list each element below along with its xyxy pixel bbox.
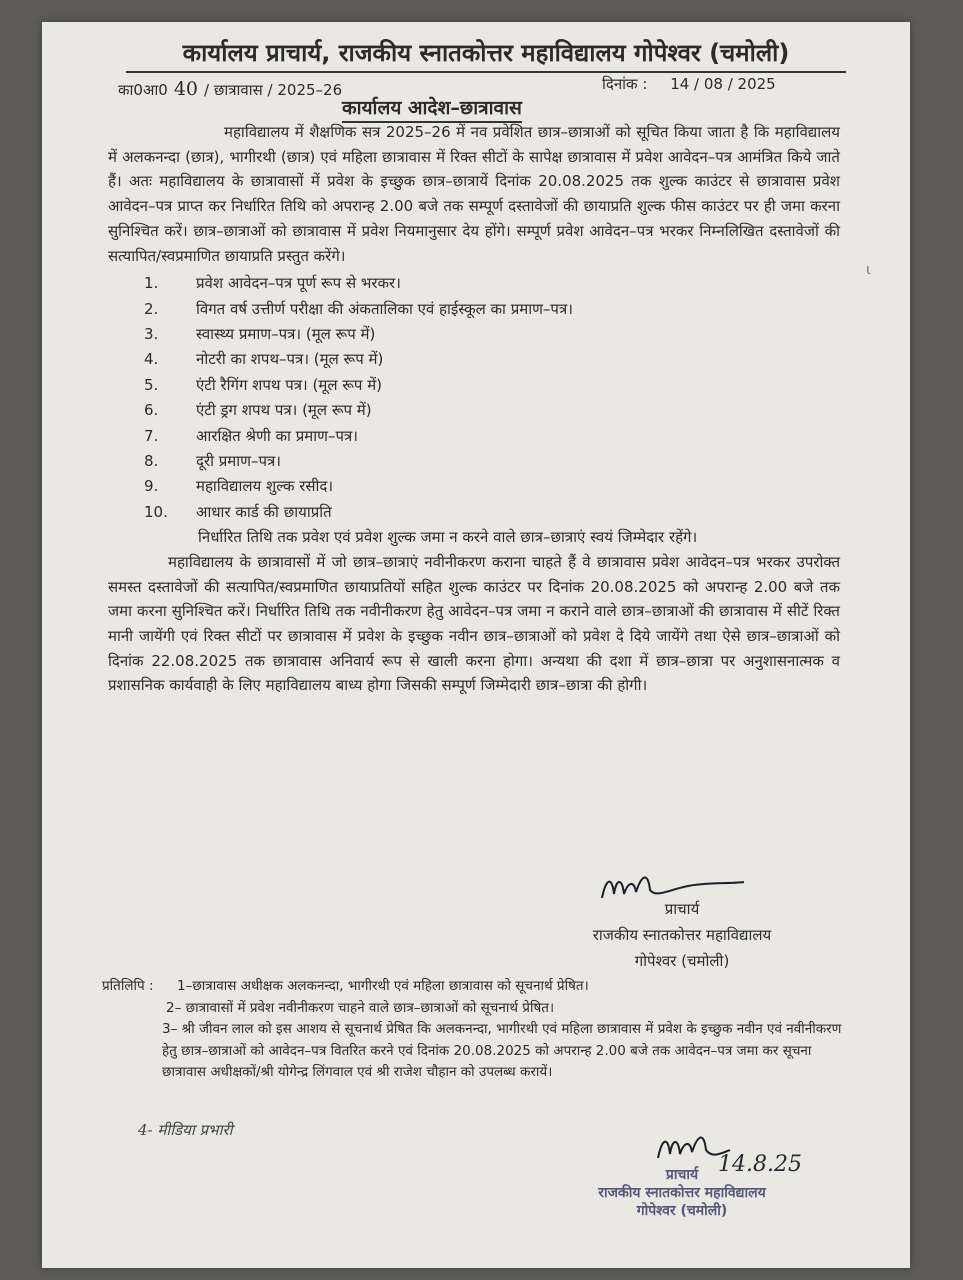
list-item <box>108 297 840 322</box>
list-item-number: 10. <box>144 502 168 521</box>
list-item-text: दूरी प्रमाण–पत्र। <box>196 451 281 470</box>
list-item-number: 6. <box>144 401 159 420</box>
signatory-designation: प्राचार्य <box>664 900 700 918</box>
office-stamp <box>552 1166 812 1220</box>
date-label: दिनांक : <box>602 75 648 93</box>
list-item-number: 8. <box>144 451 159 470</box>
list-item-number: 7. <box>144 426 159 445</box>
signatory-place: गोपेश्वर (चमोली) <box>634 952 730 970</box>
documents-list <box>108 271 840 525</box>
list-item-number: 4. <box>144 350 159 369</box>
responsibility-paragraph: निर्धारित तिथि तक प्रवेश एवं प्रवेश शुल्क जमा न करने वाले छात्र–छात्राएं स्वयं जिम्मेदार रहेंगे। <box>198 528 698 547</box>
list-item-text: एंटी ड्रग शपथ पत्र। (मूल रूप में) <box>196 401 372 420</box>
list-item <box>108 500 840 525</box>
office-heading: कार्यालय प्राचार्य, राजकीय स्नातकोत्तर महाविद्यालय गोपेश्वर (चमोली) <box>126 36 846 73</box>
reference-number <box>118 78 342 100</box>
list-item-text: महाविद्यालय शुल्क रसीद। <box>196 477 334 496</box>
list-item-text: एंटी रैगिंग शपथ पत्र। (मूल रूप में) <box>196 375 383 394</box>
list-item-number: 3. <box>144 325 159 343</box>
order-date <box>602 74 776 94</box>
copy-to-section <box>102 976 846 1084</box>
list-item-text: आधार कार्ड की छायाप्रति <box>196 502 332 521</box>
date-value: 14 / 08 / 2025 <box>670 75 776 93</box>
ref-suffix: / छात्रावास / 2025–26 <box>204 81 343 99</box>
intro-paragraph: महाविद्यालय में शैक्षणिक सत्र 2025–26 में नव प्रवेशित छात्र–छात्राओं को सूचित किया जाता है कि महाविद्यालय में अलकनन्दा (छात्र), भागीरथी (छात्र) एवं महिला छात्रावास में रिक्त सीटों के सापेक्ष छात्रावास में प्रवेश आवेदन–पत्र आमंत्रित किये जाते हैं। अतः महाविद्यालय के छात्रावासों में प्रवेश के इच्छुक छात्र–छात्रायें दिनांक 20.08.2025 तक शुल्क काउंटर से छात्रावास प्रवेश आवेदन–पत्र प्राप्त कर निर्धारित तिथि को अपरान्ह 2.00 बजे तक सम्पूर्ण दस्तावेजों की छायाप्रति शुल्क फीस काउंटर पर ही जमा करना सुनिश्चित करें। छात्र–छात्राओं को छात्रावास में प्रवेश नियमानुसार देय होंगे। सम्पूर्ण प्रवेश आवेदन–पत्र भरकर निम्नलिखित दस्तावेजों की सत्यापित/स्वप्रमाणित छायाप्रति प्रस्तुत करेंगे। <box>108 123 840 265</box>
order-subject: कार्यालय आदेश–छात्रावास <box>342 94 522 123</box>
list-item-text: नोटरी का शपथ–पत्र। (मूल रूप में) <box>196 350 384 369</box>
order-body <box>108 120 840 698</box>
copy-item: 3– श्री जीवन लाल को इस आशय से सूचनार्थ प्रेषित कि अलकनन्दा, भागीरथी एवं महिला छात्रावास में प्रवेश के इच्छुक नवीन एवं नवीनीकरण हेतु छात्र–छात्राओं को आवेदन–पत्र वितरित करने एवं दिनांक 20.08.2025 को अपरान्ह 2.00 बजे तक आवेदन–पत्र जमा कर सूचना छात्रावास अधीक्षकों/श्री योगेन्द्र लिंगवाल एवं श्री राजेश चौहान को उपलब्ध करायें। <box>162 1021 842 1081</box>
list-item-text: विगत वर्ष उत्तीर्ण परीक्षा की अंकतालिका एवं हाईस्कूल का प्रमाण–पत्र। <box>196 299 573 318</box>
copy-label: प्रतिलिपि : <box>102 978 154 994</box>
stamp-designation: प्राचार्य <box>665 1167 699 1183</box>
list-item <box>108 449 840 474</box>
stamp-institution: राजकीय स्नातकोत्तर महाविद्यालय <box>598 1185 766 1201</box>
list-item <box>108 424 840 449</box>
renewal-paragraph: महाविद्यालय के छात्रावासों में जो छात्र–छात्राएं नवीनीकरण कराना चाहते हैं वे छात्रावास प्रवेश आवेदन–पत्र भरकर उपरोक्त समस्त दस्तावेजों की सत्यापित/स्वप्रमाणित छायाप्रतियों सहित शुल्क काउंटर पर दिनांक 20.08.2025 को अपरान्ह 2.00 बजे तक जमा करना सुनिश्चित करें। निर्धारित तिथि तक नवीनीकरण हेतु आवेदन–पत्र जमा न कराने वाले छात्र–छात्राओं की छात्रावास में सीटें रिक्त मानी जायेंगी एवं रिक्त सीटों पर छात्रावास में प्रवेश के इच्छुक नवीन छात्र–छात्राओं को प्रवेश दे दिये जायेंगे तथा ऐसे छात्र–छात्राओं को दिनांक 22.08.2025 तक छात्रावास अनिवार्य रूप से खाली करना होगा। अन्यथा की दशा में छात्र–छात्रा पर अनुशासनात्मक व प्रशासनिक कार्यवाही के लिए महाविद्यालय बाध्य होगा जिसकी सम्पूर्ण जिम्मेदारी छात्र–छात्रा की होगी। <box>108 552 840 695</box>
list-item-text: आरक्षित श्रेणी का प्रमाण–पत्र। <box>196 426 358 445</box>
list-item-number: 1. <box>144 274 159 293</box>
handwritten-note: 4- मीडिया प्रभारी <box>138 1121 233 1139</box>
list-item <box>108 271 840 296</box>
list-item-number: 9. <box>144 477 159 496</box>
ref-number: 40 <box>173 78 199 100</box>
list-item-number: 2. <box>144 299 159 318</box>
list-item-number: 5. <box>144 375 159 394</box>
handwritten-date: 14.8.25 <box>718 1152 802 1177</box>
list-item <box>108 347 840 372</box>
signatory-institution: राजकीय स्नातकोत्तर महाविद्यालय <box>592 926 772 944</box>
list-item <box>108 373 840 398</box>
list-item <box>108 474 840 499</box>
list-item <box>108 322 840 347</box>
copy-item: 1–छात्रावास अधीक्षक अलकनन्दा, भागीरथी एवं महिला छात्रावास को सूचनार्थ प्रेषित। <box>177 978 589 994</box>
stamp-place: गोपेश्वर (चमोली) <box>636 1203 728 1219</box>
ref-prefix: का0आ0 <box>118 81 168 99</box>
list-item-text: स्वास्थ्य प्रमाण–पत्र। (मूल रूप में) <box>196 325 376 343</box>
signature-block <box>522 896 842 974</box>
document-page <box>42 22 910 1268</box>
pencil-mark-icon: ɩ <box>866 262 871 278</box>
list-item-text: प्रवेश आवेदन–पत्र पूर्ण रूप से भरकर। <box>196 274 401 293</box>
copy-item: 2– छात्रावासों में प्रवेश नवीनीकरण चाहने वाले छात्र–छात्राओं को सूचनार्थ प्रेषित। <box>166 999 555 1016</box>
list-item <box>108 398 840 423</box>
